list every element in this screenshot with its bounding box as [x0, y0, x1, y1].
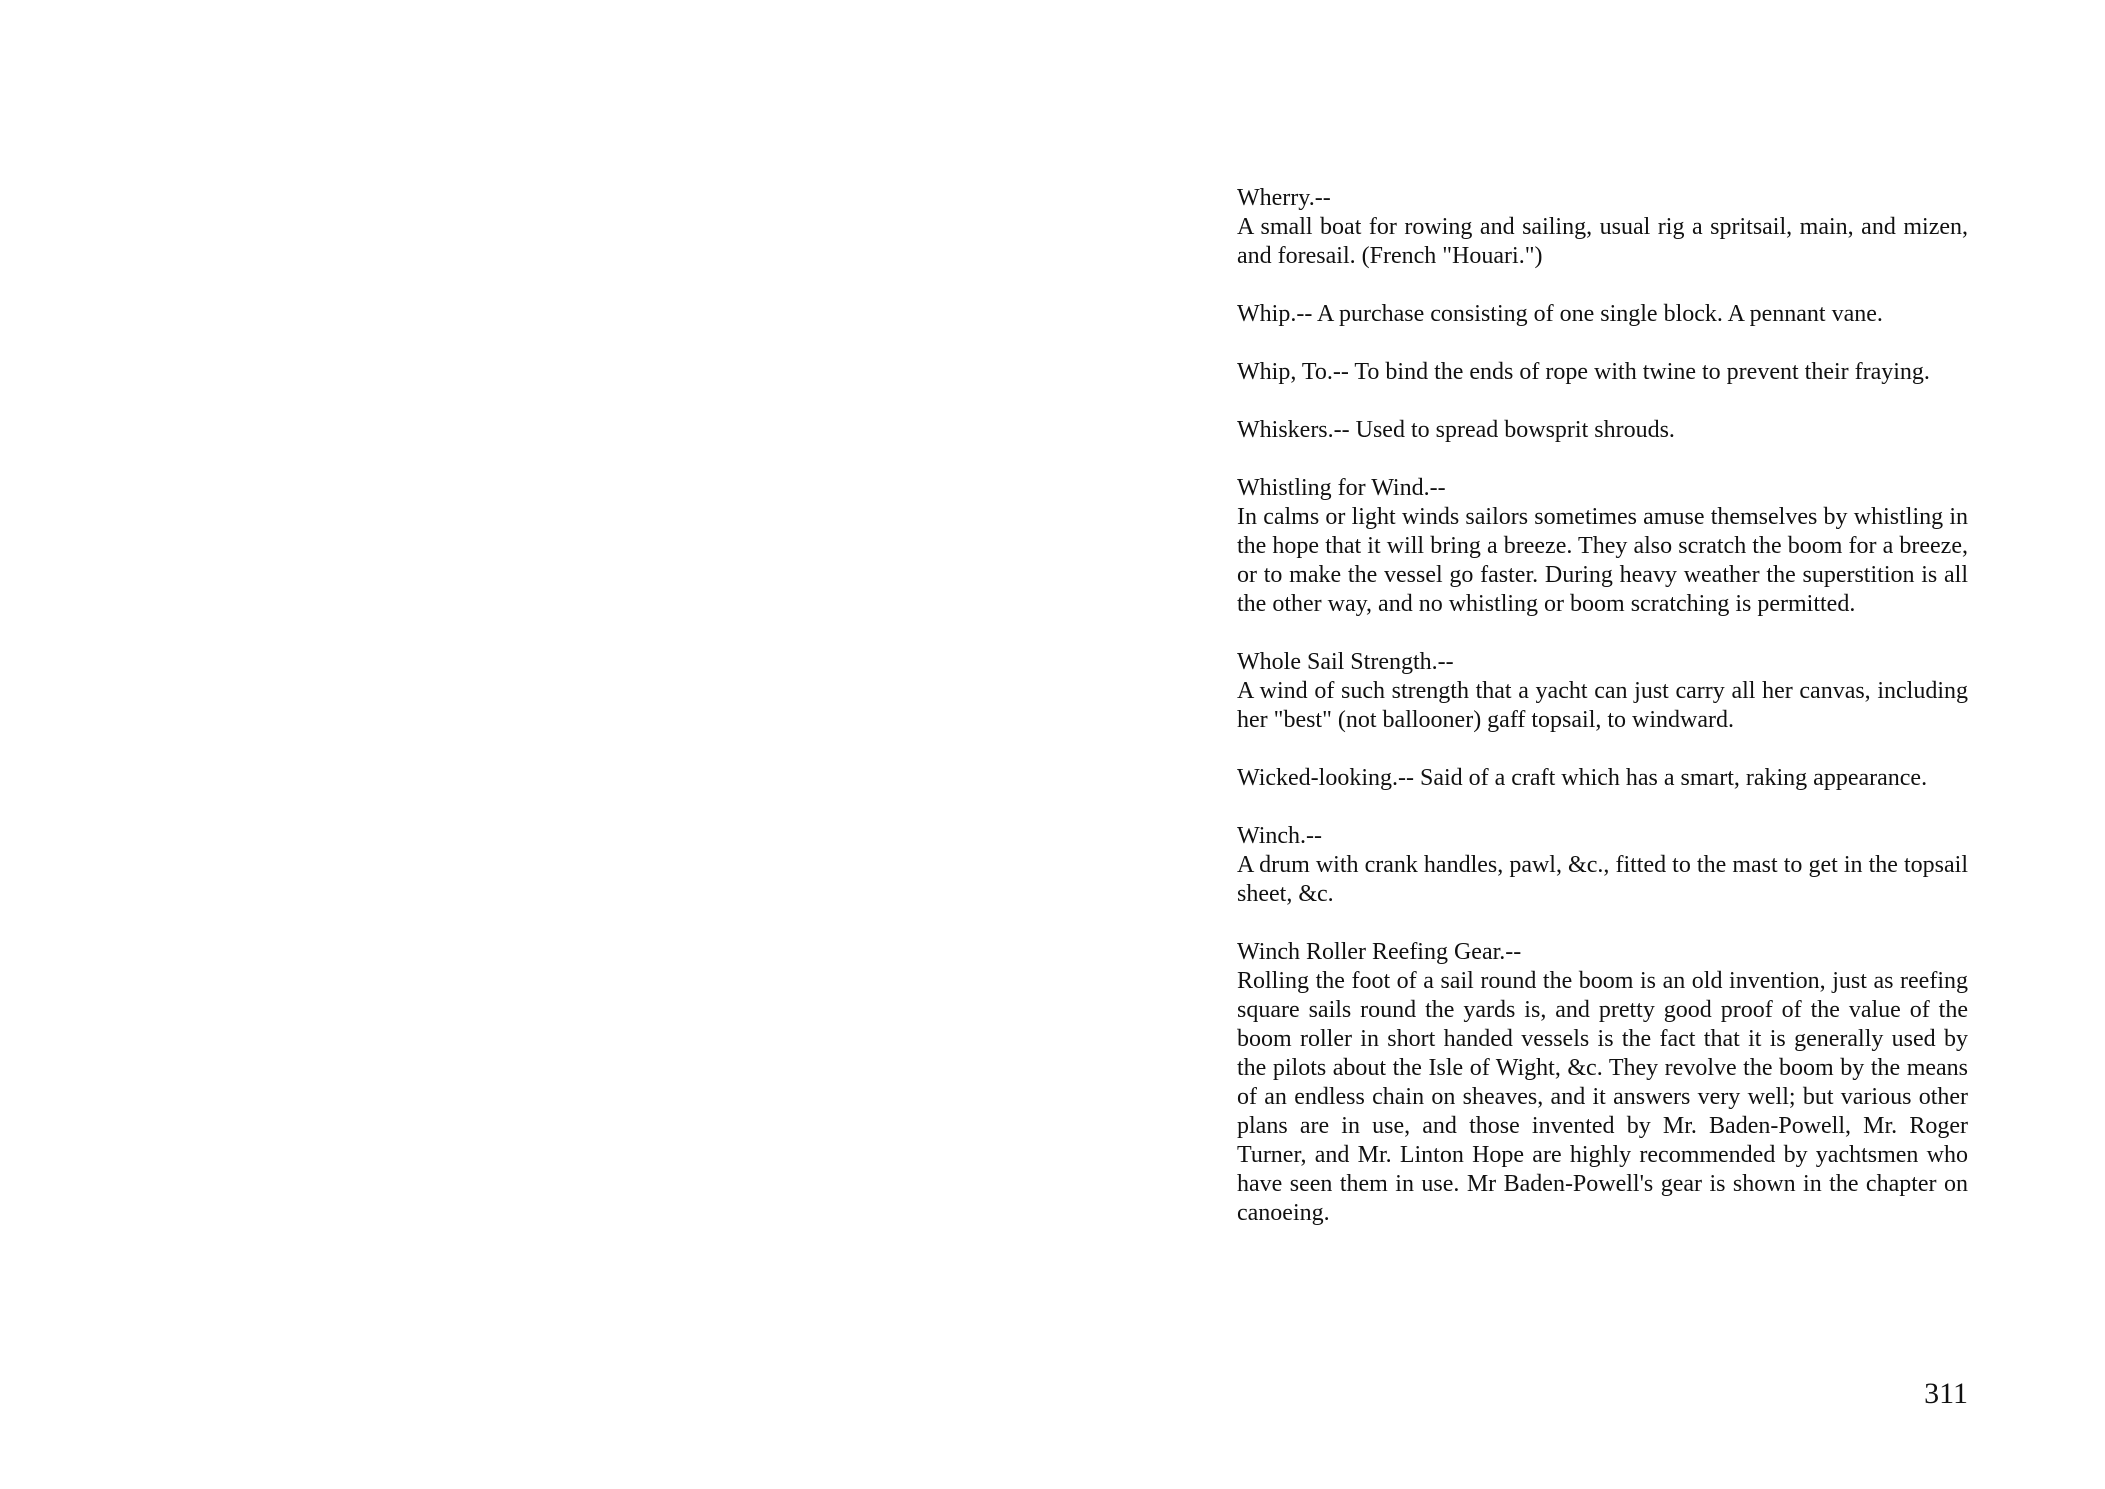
glossary-entry-whiskers	[1237, 416, 1968, 445]
entry-term: Whole Sail Strength.--	[1237, 649, 1454, 675]
entry-definition: Rolling the foot of a sail round the boom is an old invention, just as reefing square sails round the yards is, and pretty good proof of the value of the boom roller in short handed vessels is the fact that it is generally used by the pilots about the Isle of Wight, &c. They revolve the boom by the means of an endless chain on sheaves, and it answers very well; but various other plans are in use, and those invented by Mr. Baden-Powell, Mr. Roger Turner, and Mr. Linton Hope are highly recommended by yachtsmen who have seen them in use. Mr Baden-Powell's gear is shown in the chapter on canoeing.	[1237, 968, 1968, 1226]
entry-definition: A wind of such strength that a yacht can just carry all her canvas, including her "best" (not ballooner) gaff topsail, to windward.	[1237, 678, 1968, 733]
entry-text: Whip.-- A purchase consisting of one single block. A pennant vane.	[1237, 301, 1883, 327]
left-page-blank	[0, 0, 1052, 1489]
glossary-entry-whistling-for-wind	[1237, 474, 1968, 619]
glossary-column	[1237, 184, 1968, 1257]
entry-definition: In calms or light winds sailors sometimes amuse themselves by whistling in the hope that it will bring a breeze. They also scratch the boom for a breeze, or to make the vessel go faster. During heavy weather the superstition is all the other way, and no whistling or boom scratching is permitted.	[1237, 504, 1968, 617]
entry-text: Whiskers.-- Used to spread bowsprit shrouds.	[1237, 417, 1675, 443]
glossary-entry-wherry	[1237, 184, 1968, 271]
entry-definition: A drum with crank handles, pawl, &c., fitted to the mast to get in the topsail sheet, &c.	[1237, 852, 1968, 907]
page-number: 311	[1924, 1377, 1968, 1410]
entry-term: Winch Roller Reefing Gear.--	[1237, 939, 1522, 965]
glossary-entry-wicked-looking	[1237, 764, 1968, 793]
entry-term: Winch.--	[1237, 823, 1322, 849]
entry-term: Wherry.--	[1237, 185, 1331, 211]
glossary-entry-winch	[1237, 822, 1968, 909]
glossary-entry-whip	[1237, 300, 1968, 329]
glossary-entry-whip-to	[1237, 358, 1968, 387]
entry-term: Whistling for Wind.--	[1237, 475, 1446, 501]
glossary-entry-whole-sail-strength	[1237, 648, 1968, 735]
entry-definition: A small boat for rowing and sailing, usual rig a spritsail, main, and mizen, and foresail. (French "Houari.")	[1237, 214, 1968, 269]
glossary-entry-winch-roller-reefing-gear	[1237, 938, 1968, 1228]
entry-text: Wicked-looking.-- Said of a craft which has a smart, raking appearance.	[1237, 765, 1928, 791]
entry-text: Whip, To.-- To bind the ends of rope with twine to prevent their fraying.	[1237, 359, 1930, 385]
